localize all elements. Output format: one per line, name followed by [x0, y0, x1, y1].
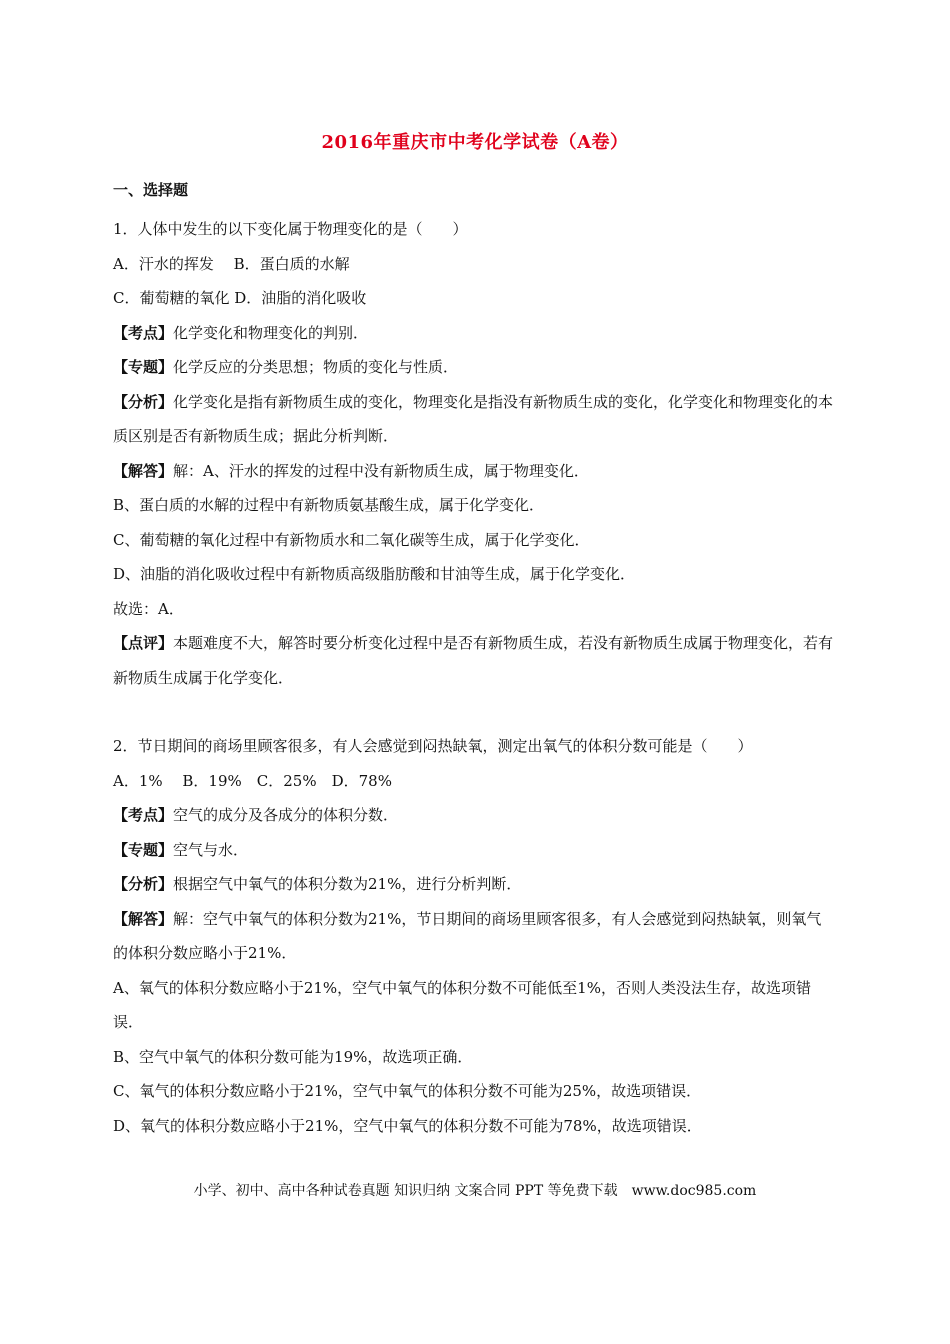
- q1-dianping: [113, 626, 835, 695]
- question-spacer: [113, 695, 835, 729]
- q2-fenxi-text: 根据空气中氧气的体积分数为21%，进行分析判断．: [173, 875, 522, 893]
- q1-dianping-text: 本题难度不大，解答时要分析变化过程中是否有新物质生成，若没有新物质生成属于物理变化，若有新物质生成属于化学变化．: [113, 634, 834, 687]
- q1-fenxi-tag: 【分析】: [113, 392, 174, 411]
- q1-stem: 1．人体中发生的以下变化属于物理变化的是（ ）: [113, 220, 468, 238]
- q1-kaodian-text: 化学变化和物理变化的判别．: [173, 323, 369, 342]
- q1-zhuanti-tag: 【专题】: [113, 358, 174, 376]
- q1-kaodian-tag: 【考点】: [113, 323, 174, 342]
- q1-jieda-tag: 【解答】: [113, 461, 174, 480]
- q1-line-b: B、蛋白质的水解的过程中有新物质氨基酸生成，属于化学变化．: [113, 496, 545, 514]
- q2-zhuanti-text: 空气与水．: [173, 840, 249, 859]
- page-title: 2016年重庆市中考化学试卷（A卷）: [321, 132, 629, 153]
- q2-jieda: [113, 902, 835, 971]
- document-body: [113, 212, 835, 1143]
- q1-line-c: C、葡萄糖的氧化过程中有新物质水和二氧化碳等生成，属于化学变化．: [113, 530, 590, 549]
- q1-line-d: D、油脂的消化吸收过程中有新物质高级脂肪酸和甘油等生成，属于化学变化．: [113, 565, 636, 583]
- q1-dianping-tag: 【点评】: [113, 634, 174, 652]
- q2-zhuanti: [113, 833, 835, 868]
- q2-line-b: B、空气中氧气的体积分数可能为19%，故选项正确．: [113, 1047, 473, 1066]
- q2-kaodian-tag: 【考点】: [113, 806, 174, 824]
- q2-line-a: A、氧气的体积分数应略小于21%，空气中氧气的体积分数不可能低至1%，否则人类没法生存，故选项错误．: [113, 978, 811, 1031]
- q1-zhuanti: [113, 350, 835, 385]
- q2-kaodian-text: 空气的成分及各成分的体积分数．: [173, 806, 399, 824]
- q2-line-c: C、氧气的体积分数应略小于21%，空气中氧气的体积分数不可能为25%，故选项错误．: [113, 1082, 702, 1100]
- page-footer: 小学、初中、高中各种试卷真题 知识归纳 文案合同 PPT 等免费下载 www.doc985.com: [193, 1183, 757, 1199]
- q2-fenxi-tag: 【分析】: [113, 875, 174, 893]
- q2-jieda-tag: 【解答】: [113, 909, 174, 928]
- q1-zhuanti-text: 化学反应的分类思想；物质的变化与性质．: [173, 358, 459, 376]
- q2-zhuanti-tag: 【专题】: [113, 840, 174, 859]
- q1-kaodian: [113, 316, 835, 351]
- q2-stem: 2．节日期间的商场里顾客很多，有人会感觉到闷热缺氧，测定出氧气的体积分数可能是（ ）: [113, 737, 753, 755]
- q2-options: A．1% B．19% C．25% D．78%: [113, 771, 392, 790]
- q1-fenxi: [113, 385, 835, 454]
- q1-answer: 故选：A．: [113, 599, 184, 618]
- section-heading: 一、选择题: [113, 181, 189, 199]
- q1-jieda: [113, 454, 835, 489]
- q1-options-ab: A．汗水的挥发 B．蛋白质的水解: [113, 254, 350, 273]
- q2-fenxi: [113, 867, 835, 902]
- q2-jieda-text: 解：空气中氧气的体积分数为21%，节日期间的商场里顾客很多，有人会感觉到闷热缺氧，则氧气的体积分数应略小于21%．: [113, 909, 822, 962]
- q1-jieda-text: 解：A、汗水的挥发的过程中没有新物质生成，属于物理变化．: [173, 461, 589, 480]
- q2-kaodian: [113, 798, 835, 833]
- q1-options-cd: C．葡萄糖的氧化 D．油脂的消化吸收: [113, 289, 367, 307]
- q2-line-d: D、氧气的体积分数应略小于21%，空气中氧气的体积分数不可能为78%，故选项错误．: [113, 1116, 702, 1135]
- q1-fenxi-text: 化学变化是指有新物质生成的变化，物理变化是指没有新物质生成的变化，化学变化和物理变化的本质区别是否有新物质生成；据此分析判断．: [113, 392, 834, 445]
